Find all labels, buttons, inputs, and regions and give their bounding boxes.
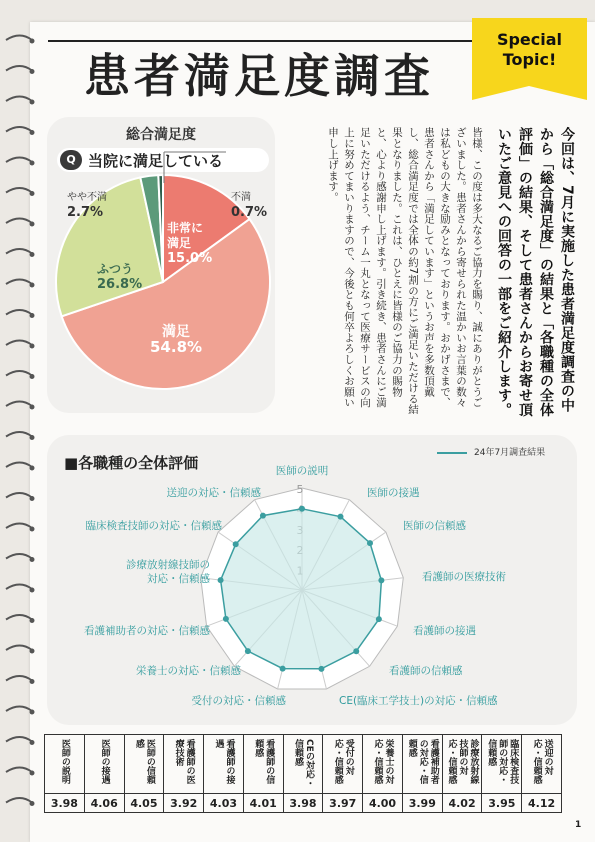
table-header-text: 医師の信頼感 <box>133 739 155 784</box>
table-value-cell: 4.05 <box>124 794 164 813</box>
table-header-text: 看護師の医療技術 <box>173 739 195 784</box>
table-header-text: 栄養士の対応・信頼感 <box>372 739 394 784</box>
legend-label: 24年7月調査結果 <box>474 448 546 458</box>
table-header-cell <box>323 735 363 794</box>
radar-point-1 <box>337 514 343 520</box>
pie-label-slightly-dissatisfied-name: やや不満 <box>67 192 107 203</box>
radar-axis-label-8 <box>136 664 241 678</box>
article-body: 皆様、この度は多大なるご協力を賜り、誠にありがとうございました。患者さんから寄せられた温かいお言葉の数々は私どもの大きな励みとなっております。おかげさまで、患者さんから「満足しています」というお声を多数頂戴し、総合満足度では全体の約7割の方にご満足いただける結果となりました。これは、ひとえに皆様のご協力の賜物と、心より感謝申し上げます。引き続き、患者さんにご満足いただけるよう、チーム一丸となって医療サービスの向上に努めてまいりますので、今後とも何卒よろしくお願い申し上げます。 <box>327 127 483 415</box>
radar-axis-label-3 <box>422 570 506 584</box>
table-header-cell <box>522 735 562 794</box>
radar-axis-label-text: CE(臨床工学技士)の対応・信頼感 <box>339 695 498 707</box>
table-header-cell <box>84 735 124 794</box>
radar-axis-label-text: 医師の説明 <box>275 465 329 477</box>
pie-pct-slightly-dissatisfied: 2.7% <box>67 205 104 220</box>
article-lead: 今回は、7月に実施した患者満足度調査の中から「総合満足度」の結果と「各職種の全体評価」の結果、そして患者さんからお寄せ頂いたご意見への回答の一部をご紹介します。 <box>496 127 575 417</box>
pie-label-neutral-name: ふつう <box>97 262 134 276</box>
radar-axis-label-12 <box>167 486 262 500</box>
table-header-cell <box>164 735 204 794</box>
table-header-cell <box>243 735 283 794</box>
table-value-cell: 4.12 <box>522 794 562 813</box>
table-header-text: 看護師の信頼感 <box>253 739 275 784</box>
pie-label-satisfied-name: 満足 <box>162 324 191 340</box>
radar-axis-label-text: 看護補助者の対応・信頼感 <box>84 625 210 637</box>
radar-axis-label-5 <box>389 664 463 678</box>
radar-axis-label-text: 医師の信頼感 <box>403 520 466 532</box>
pie-label-very-satisfied-line2: 満足 <box>167 236 192 250</box>
table-header-cell <box>204 735 244 794</box>
table-value-cell: 3.98 <box>283 794 323 813</box>
table-header-row <box>45 735 562 794</box>
table-value-cell: 3.92 <box>164 794 204 813</box>
table-value-row <box>45 794 562 813</box>
radar-point-5 <box>353 648 359 654</box>
special-line-1: Special <box>496 30 563 49</box>
table-header-text: 送迎の対応・信頼感 <box>531 739 553 784</box>
radar-axis-label-text: 臨床検査技師の対応・信頼感 <box>85 520 222 532</box>
table-header-text: 看護師の接遇 <box>213 739 235 784</box>
radar-axis-label-text: 受付の対応・信頼感 <box>191 695 286 707</box>
radar-axis-label-text: 対応・信頼感 <box>147 573 210 585</box>
radar-point-8 <box>245 648 251 654</box>
radar-axis-label-text: 看護師の接遇 <box>413 625 476 637</box>
pie-pct-dissatisfied: 0.7% <box>231 205 268 220</box>
radar-point-6 <box>318 666 324 672</box>
radar-axis-label-text: 医師の接遇 <box>367 487 420 499</box>
radar-axis-label-0 <box>262 464 342 478</box>
radar-axis-label-6 <box>339 694 498 708</box>
evaluation-table <box>44 734 562 813</box>
table-value-cell: 3.98 <box>45 794 85 813</box>
table-header-text: 医師の説明 <box>59 739 70 784</box>
radar-axis-label-10 <box>126 558 210 586</box>
table-header-text: 受付の対応・信頼感 <box>332 739 354 784</box>
table-header-cell <box>283 735 323 794</box>
question-text: 当院に満足している <box>88 152 224 170</box>
table-header-text: 診療放射線技師の対応・信頼感 <box>446 739 479 784</box>
radar-tick-label: 5 <box>296 483 304 496</box>
table-header-text: 臨床検査技師の対応・信頼感 <box>486 739 519 784</box>
pie-pct-satisfied: 54.8% <box>150 338 203 356</box>
radar-point-4 <box>376 616 382 622</box>
table-header-cell <box>402 735 442 794</box>
radar-point-3 <box>378 577 384 583</box>
table-header-text: 看護補助者の対応・信頼感 <box>406 739 439 784</box>
radar-axis-label-2 <box>403 519 466 533</box>
radar-point-0 <box>299 506 305 512</box>
table-value-cell: 3.97 <box>323 794 363 813</box>
radar-axis-label-text: 送迎の対応・信頼感 <box>166 487 261 499</box>
table-value-cell: 4.03 <box>204 794 244 813</box>
table-value-cell: 4.02 <box>442 794 482 813</box>
table-header-cell <box>45 735 85 794</box>
pie-label-dissatisfied-name: 不満 <box>231 192 251 203</box>
page-number: 1 <box>575 820 582 830</box>
radar-axis-label-4 <box>413 624 476 638</box>
radar-point-7 <box>280 666 286 672</box>
radar-axis-label-7 <box>192 694 287 708</box>
radar-point-9 <box>223 616 229 622</box>
radar-section-title: ■各職種の全体評価 <box>64 454 199 472</box>
radar-axis-label-text: 栄養士の対応・信頼感 <box>136 665 241 677</box>
table-header-cell <box>124 735 164 794</box>
question-badge: Q <box>60 150 82 170</box>
radar-axis-label-text: 看護師の医療技術 <box>422 571 506 583</box>
radar-axis-label-1 <box>367 486 420 500</box>
table-header-cell <box>482 735 522 794</box>
radar-point-10 <box>218 577 224 583</box>
table-value-cell: 4.06 <box>84 794 124 813</box>
table-header-cell <box>442 735 482 794</box>
table-value-cell: 4.01 <box>243 794 283 813</box>
radar-axis-label-9 <box>84 624 210 638</box>
page-title: 患者満足度調査 <box>84 49 434 103</box>
pie-pct-very-satisfied: 15.0% <box>167 251 213 266</box>
radar-point-2 <box>367 540 373 546</box>
table-value-cell: 3.99 <box>402 794 442 813</box>
special-line-2: Topic! <box>502 50 557 69</box>
radar-axis-label-text: 診療放射線技師の <box>126 559 210 571</box>
table-value-cell: 3.95 <box>482 794 522 813</box>
table-header-text: CEの対応・信頼感 <box>292 739 314 788</box>
table-header-cell <box>363 735 403 794</box>
radar-axis-label-text: 看護師の信頼感 <box>389 665 463 677</box>
table-value-cell: 4.00 <box>363 794 403 813</box>
pie-pct-neutral: 26.8% <box>97 277 143 292</box>
pie-title: 総合満足度 <box>126 127 196 143</box>
radar-point-11 <box>233 541 239 547</box>
radar-point-12 <box>260 513 266 519</box>
table-header-text: 医師の接遇 <box>99 739 110 784</box>
radar-axis-label-11 <box>86 519 223 533</box>
pie-label-very-satisfied-line1: 非常に <box>167 221 204 235</box>
